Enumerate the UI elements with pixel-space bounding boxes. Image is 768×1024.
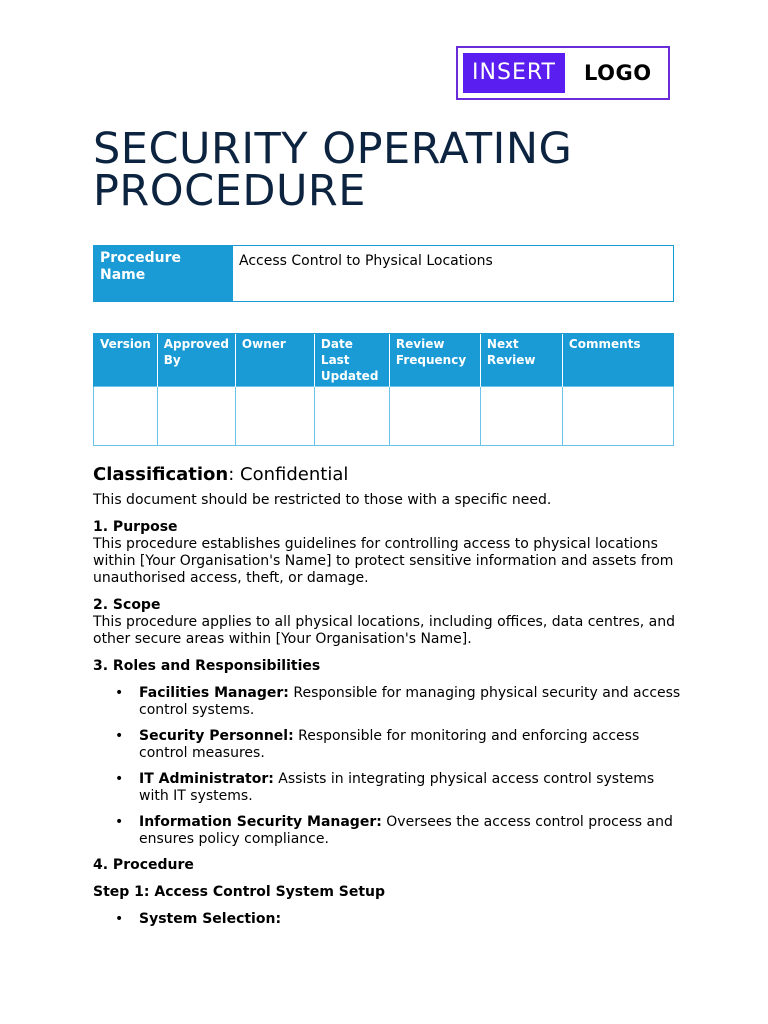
classification-line [93, 466, 683, 483]
role-term: IT Administrator: [139, 771, 274, 787]
document-body [93, 466, 683, 937]
purpose-section [93, 519, 683, 587]
step1-heading-text: Step 1: Access Control System Setup [93, 884, 386, 900]
classification-label: Classification [93, 464, 229, 485]
list-item [139, 814, 683, 848]
scope-heading: 2. Scope [93, 597, 161, 613]
procedure-heading [93, 857, 683, 874]
purpose-text: This procedure establishes guidelines for controlling access to physical locations within [Your Organisation's Name] to protect sensitive information and assets from unauthorised access, theft, or damage. [93, 536, 674, 586]
document-title: SECURITY OPERATING PROCEDURE [93, 124, 573, 216]
cell-approved-by [157, 387, 235, 446]
role-term: Security Personnel: [139, 728, 294, 744]
list-item [139, 771, 683, 805]
scope-text: This procedure applies to all physical locations, including offices, data centres, and other secure areas within [Your Organisation's Name]. [93, 614, 675, 647]
header-version: Version [94, 334, 158, 387]
list-item [139, 685, 683, 719]
header-approved-by: Approved By [157, 334, 235, 387]
cell-next-review [480, 387, 562, 446]
restriction-note: This document should be restricted to those with a specific need. [93, 492, 552, 508]
role-desc: Oversees the access control process and ensures policy compliance. [139, 814, 673, 847]
purpose-heading: 1. Purpose [93, 519, 178, 535]
cell-version [94, 387, 158, 446]
list-item [139, 911, 683, 928]
role-term: Information Security Manager: [139, 814, 382, 830]
logo-insert-block: INSERT [463, 53, 565, 93]
role-desc: Assists in integrating physical access control systems with IT systems. [139, 771, 655, 804]
classification-value: : Confidential [228, 464, 349, 485]
procedure-name-label: Procedure Name [94, 246, 233, 302]
roles-list [93, 685, 683, 848]
procedure-name-value: Access Control to Physical Locations [233, 246, 674, 302]
cell-date-last-updated [314, 387, 389, 446]
role-desc: Responsible for managing physical security and access control systems. [139, 685, 681, 718]
header-review-frequency: Review Frequency [389, 334, 480, 387]
logo-placeholder [456, 46, 670, 100]
scope-section [93, 597, 683, 648]
step1-list [93, 911, 683, 928]
version-history-table [93, 333, 674, 446]
list-item [139, 728, 683, 762]
header-owner: Owner [235, 334, 314, 387]
role-term: Facilities Manager: [139, 685, 289, 701]
role-desc: Responsible for monitoring and enforcing access control measures. [139, 728, 640, 761]
step1-item: System Selection: [139, 911, 282, 927]
roles-heading-text: 3. Roles and Responsibilities [93, 658, 321, 674]
procedure-name-table [93, 245, 674, 302]
header-next-review: Next Review [480, 334, 562, 387]
logo-text: LOGO [584, 61, 652, 85]
header-date-last-updated: Date Last Updated [314, 334, 389, 387]
cell-owner [235, 387, 314, 446]
procedure-heading-text: 4. Procedure [93, 857, 194, 873]
header-comments: Comments [562, 334, 673, 387]
cell-comments [562, 387, 673, 446]
step1-heading [93, 884, 683, 901]
table-row [94, 387, 674, 446]
cell-review-frequency [389, 387, 480, 446]
roles-heading [93, 658, 683, 675]
